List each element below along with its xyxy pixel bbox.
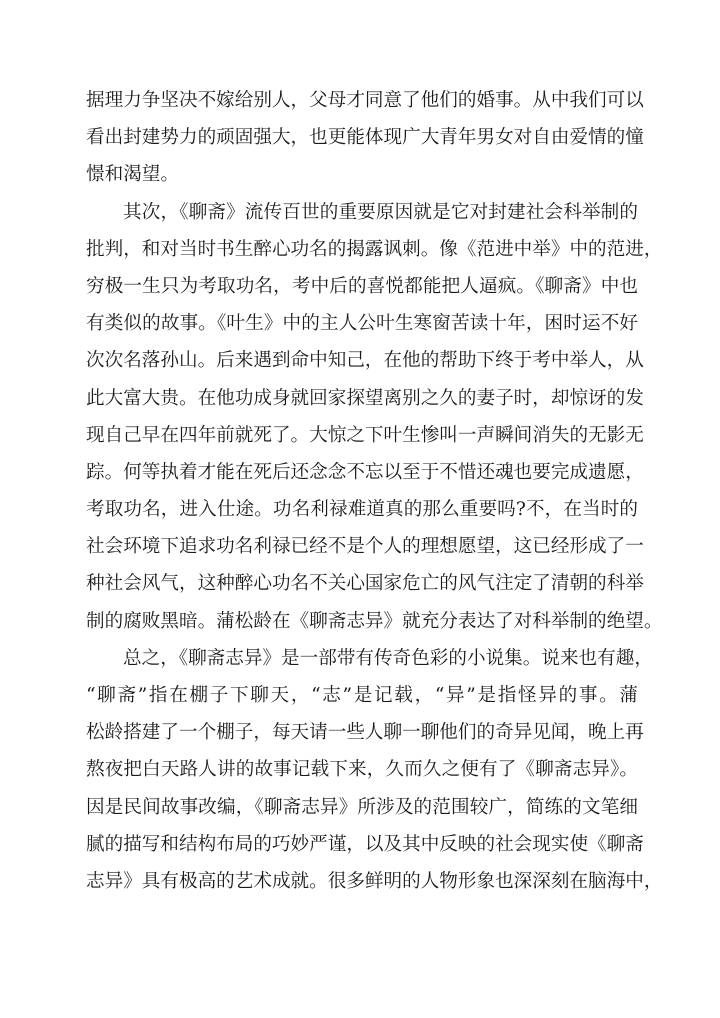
text-line: 其次，《聊斋》流传百世的重要原因就是它对封建社会科举制的 bbox=[123, 201, 638, 223]
text-line: 穷极一生只为考取功名，考中后的喜悦都能把人逼疯。《聊斋》中也 bbox=[86, 275, 638, 297]
text-line: 考取功名，进入仕途。功名利禄难道真的那么重要吗?不，在当时的 bbox=[86, 499, 638, 521]
text-line: 总之，《聊斋志异》是一部带有传奇色彩的小说集。说来也有趣， bbox=[123, 647, 653, 669]
text-line: 松龄搭建了一个棚子，每天请一些人聊一聊他们的奇异见闻，晚上再 bbox=[86, 722, 644, 744]
text-line: 批判，和对当时书生醉心功名的揭露讽刺。像《范进中举》中的范进， bbox=[86, 238, 663, 260]
text-line: 次次名落孙山。后来遇到命中知己，在他的帮助下终于考中举人，从 bbox=[86, 350, 644, 372]
text-line: 踪。何等执着才能在死后还念念不忘以至于不惜还魂也要完成遗愿， bbox=[86, 461, 644, 483]
text-line: 看出封建势力的顽固强大，也更能体现广大青年男女对自由爱情的憧 bbox=[86, 127, 644, 149]
paragraph bbox=[86, 194, 663, 640]
paragraph bbox=[86, 640, 663, 900]
text-line: 腻的描写和结构布局的巧妙严谨，以及其中反映的社会现实使《聊斋 bbox=[86, 833, 644, 855]
text-line: 志异》具有极高的艺术成就。很多鲜明的人物形象也深深刻在脑海中， bbox=[86, 870, 663, 892]
body-text bbox=[86, 82, 663, 900]
text-line: 现自己早在四年前就死了。大惊之下叶生惨叫一声瞬间消失的无影无 bbox=[86, 424, 644, 446]
text-line: 此大富大贵。在他功成身就回家探望离别之久的妻子时，却惊讶的发 bbox=[86, 387, 644, 409]
text-line: 憬和渴望。 bbox=[86, 164, 179, 186]
text-line: 种社会风气，这种醉心功名不关心国家危亡的风气注定了清朝的科举 bbox=[86, 573, 644, 595]
text-line: 有类似的故事。《叶生》中的主人公叶生寒窗苦读十年，困时运不好 bbox=[86, 313, 638, 335]
text-line: 社会环境下追求功名利禄已经不是个人的理想愿望，这已经形成了一 bbox=[86, 536, 644, 558]
text-line: 熬夜把白天路人讲的故事记载下来，久而久之便有了《聊斋志异》。 bbox=[86, 759, 638, 781]
text-line: 因是民间故事改编，《聊斋志异》所涉及的范围较广，简练的文笔细 bbox=[86, 796, 638, 818]
text-line: “聊斋”指在棚子下聊天，“志”是记载，“异”是指怪异的事。蒲 bbox=[86, 685, 638, 706]
text-line: 制的腐败黑暗。蒲松龄在《聊斋志异》就充分表达了对科举制的绝望。 bbox=[86, 610, 663, 632]
paragraph bbox=[86, 82, 644, 194]
text-line: 据理力争坚决不嫁给别人，父母才同意了他们的婚事。从中我们可以 bbox=[86, 90, 644, 111]
